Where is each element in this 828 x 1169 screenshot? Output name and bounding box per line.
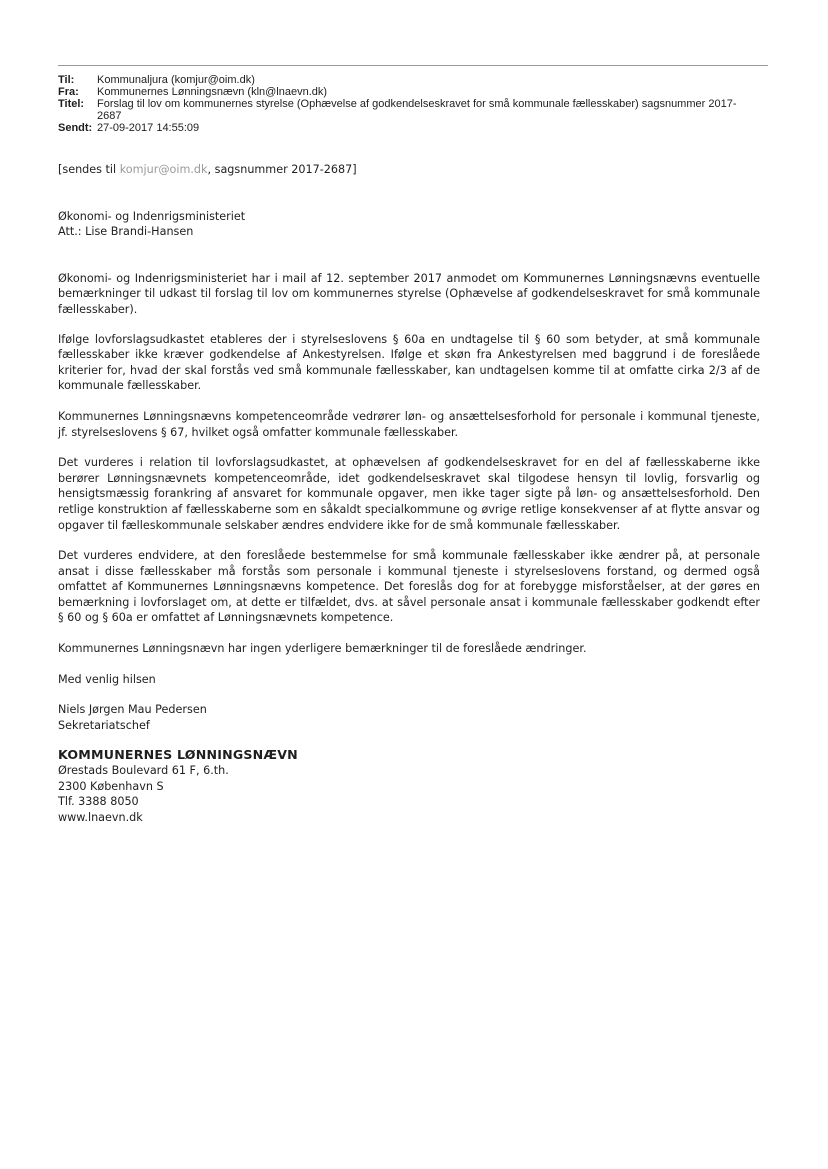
signature-name: Niels Jørgen Mau Pedersen: [58, 703, 207, 717]
closing: Med venlig hilsen: [58, 672, 156, 686]
sent-value: 27-09-2017 14:55:09: [97, 122, 200, 134]
organization-address1: Ørestads Boulevard 61 F, 6.th.: [58, 764, 229, 778]
to-value: Kommunaljura (komjur@oim.dk): [97, 74, 255, 86]
title-row: [58, 98, 758, 122]
note-suffix: , sagsnummer 2017-2687]: [207, 163, 357, 176]
title-label: Titel:: [58, 98, 85, 110]
header-divider: [58, 65, 768, 66]
to-label: Til:: [58, 74, 75, 86]
paragraph: Ifølge lovforslagsudkastet etableres der i styrelseslovens § 60a en undtagelse til § 60 som betyder, at små kommunale fællesskaber ikke kræver godkendelse af Ankestyrelsen. Ifølge et skøn fra Ankestyrelsen med baggrund i de foreslåede kriterier for, hvad der skal forstås ved små kommunale fællesskaber, kan undtagelsen komme til at omfatte cirka 2/3 af de kommunale fællesskaber.: [58, 332, 760, 393]
signature-role: Sekretariatschef: [58, 718, 150, 732]
organization-address2: 2300 København S: [58, 779, 164, 793]
from-value: Kommunernes Lønningsnævn (kln@lnaevn.dk): [97, 86, 328, 98]
organization-name: KOMMUNERNES LØNNINGSNÆVN: [58, 747, 298, 763]
from-row: [58, 86, 758, 98]
sent-label: Sendt:: [58, 122, 93, 134]
paragraph: Kommunernes Lønningsnævn har ingen yderligere bemærkninger til de foreslåede ændringer.: [58, 642, 587, 656]
title-value: Forslag til lov om kommunernes styrelse (Ophævelse af godkendelseskravet for små kommunale fællesskaber) sagsnummer 2017-2687: [97, 98, 737, 122]
routing-note: [58, 162, 760, 178]
paragraph: Det vurderes i relation til lovforslagsudkastet, at ophævelsen af godkendelseskravet for en del af fællesskaberne ikke berører Lønningsnævnets kompetenceområde, idet godkendelseskravet skal tilgodese hensyn til lovlig, forsvarlig og hensigtsmæssig forankring af ansvaret for kommunale opgaver, men ikke tager sigte på løn- og ansættelsesforhold. Den retlige konstruktion af fællesskaberne som en såkaldt specialkommune og øvrige retlige konsekvenser af at flytte ansvar og opgaver til fælleskommunale selskaber ændres endvidere ikke for de små kommunale fællesskaber.: [58, 456, 760, 532]
sent-row: [58, 122, 758, 134]
paragraph: Økonomi- og Indenrigsministeriet har i mail af 12. september 2017 anmodet om Kommunernes Lønningsnævns eventuelle bemærkninger til udkast til forslag til lov om kommunernes styrelse (Ophævelse af godkendelseskravet for små kommunale fællesskaber).: [58, 271, 760, 316]
paragraph: Kommunernes Lønningsnævns kompetenceområde vedrører løn- og ansættelsesforhold for personale i kommunal tjeneste, jf. styrelseslovens § 67, hvilket også omfatter kommunale fællesskaber.: [58, 409, 760, 439]
letter-body: [58, 162, 760, 825]
organization-phone: Tlf. 3388 8050: [58, 795, 139, 809]
organization-web[interactable]: www.lnaevn.dk: [58, 810, 143, 824]
email-header: [58, 74, 758, 134]
recipient-name: Økonomi- og Indenrigsministeriet: [58, 209, 246, 223]
to-row: [58, 74, 758, 86]
email-link[interactable]: komjur@oim.dk: [119, 163, 208, 176]
recipient-att: Att.: Lise Brandi-Hansen: [58, 225, 194, 239]
from-label: Fra:: [58, 86, 79, 98]
paragraph: Det vurderes endvidere, at den foreslåede bestemmelse for små kommunale fællesskaber ikke ændrer på, at personale ansat i disse fællesskaber må forstås som personale i kommunal tjeneste i styrelseslovens forstand, og dermed også omfattet af Kommunernes Lønningsnævns kompetence. Det foreslås dog for at forebygge misforståelser, at der gøres en bemærkning i lovforslaget om, at dette er tilfældet, dvs. at såvel personale ansat i kommunale fællesskaber godkendt efter § 60 og § 60a er omfattet af Lønningsnævnets kompetence.: [58, 549, 760, 625]
note-prefix: [sendes til: [58, 163, 120, 176]
